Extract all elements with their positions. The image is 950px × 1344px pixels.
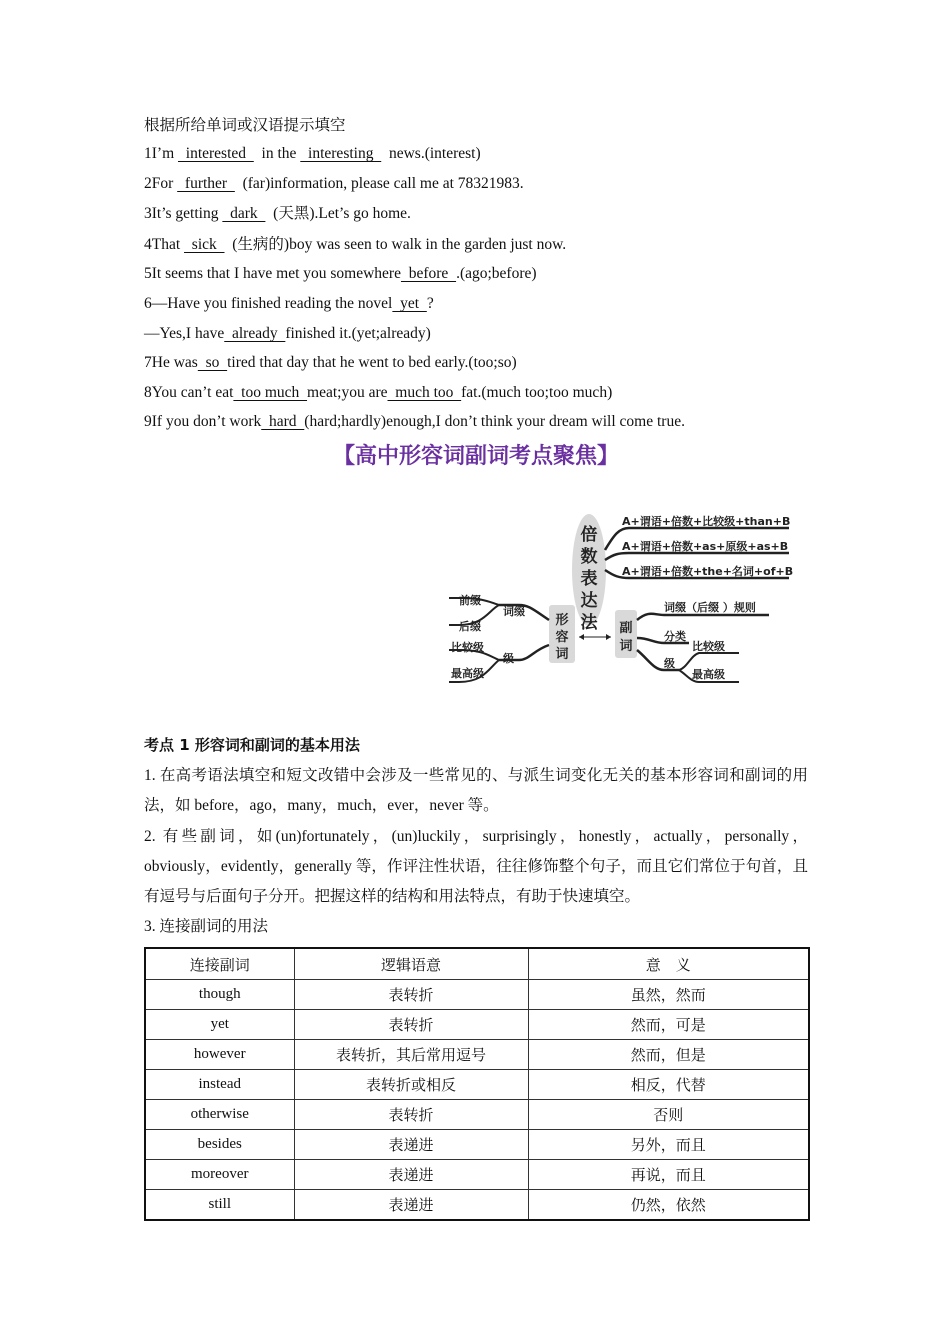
kaodian-paragraph: 1. 在高考语法填空和短文改错中会涉及一些常见的、与派生词变化无关的基本形容词和副词的用法，如 before，ago，many，much，ever，never 等。 (144, 767, 808, 814)
answer-blank: interested (178, 145, 254, 162)
answer-blank: dark (222, 205, 266, 222)
answer-blank: before (400, 265, 457, 282)
table-cell: 表递进 (294, 1130, 528, 1160)
mindmap-adj-char: 容 (555, 630, 569, 645)
table-cell: 相反，代替 (528, 1070, 809, 1100)
table-row (145, 1040, 809, 1070)
table-cell: 表转折 (294, 1010, 528, 1040)
mindmap-center-char: 法 (580, 613, 598, 633)
mindmap-label: 词缀 (503, 605, 525, 618)
mindmap-label: 级 (503, 652, 514, 665)
table-cell: 表转折 (294, 980, 528, 1010)
kaodian-title: 考点 1 形容词和副词的基本用法 (144, 736, 360, 754)
mindmap-center-char: 数 (580, 547, 598, 567)
table-cell: 表转折或相反 (294, 1070, 528, 1100)
mindmap-label: 比较级 (692, 640, 725, 653)
kaodian-paragraph: 3. 连接副词的用法 (144, 918, 269, 935)
exercise-instruction: 根据所给单词或汉语提示填空 (144, 117, 346, 134)
mindmap-label: 分类 (664, 630, 686, 643)
table-cell: 表递进 (294, 1160, 528, 1190)
table-cell: 另外，而且 (528, 1130, 809, 1160)
exercise-item: 3It’s getting dark (天黑).Let’s go home. (144, 205, 411, 222)
table-row (145, 1130, 809, 1160)
table-row (145, 1190, 809, 1221)
table-header-cell: 逻辑语意 (294, 948, 528, 980)
table-cell: moreover (145, 1160, 294, 1190)
answer-blank: so (197, 354, 228, 371)
mindmap-adv-char: 词 (619, 639, 633, 654)
mindmap-label: 词缀（后缀 ）规则 (664, 601, 756, 614)
table-row (145, 1160, 809, 1190)
mindmap-adv-char: 副 (619, 621, 633, 636)
table-cell: 否则 (528, 1100, 809, 1130)
mindmap-adj-char: 词 (555, 647, 569, 662)
table-row (145, 1070, 809, 1100)
mindmap-diagram (299, 510, 799, 695)
exercise-item: 7He was so tired that day that he went to bed early.(too;so) (144, 354, 517, 371)
table-cell: 虽然，然而 (528, 980, 809, 1010)
mindmap-label: 比较级 (451, 641, 484, 654)
table-row (145, 980, 809, 1010)
table-row (145, 1100, 809, 1130)
table-header-cell: 连接副词 (145, 948, 294, 980)
exercise-item: 4That sick (生病的)boy was seen to walk in the garden just now. (144, 236, 567, 253)
mindmap-label: 后缀 (459, 620, 481, 633)
mindmap-center-char: 达 (580, 591, 598, 611)
table-cell: besides (145, 1130, 294, 1160)
table-header-row (145, 948, 809, 980)
mindmap-center-char: 表 (580, 569, 598, 589)
table-cell: otherwise (145, 1100, 294, 1130)
mindmap-label: 最高级 (451, 667, 484, 680)
conjunctive-adverb-table (144, 947, 810, 1221)
exercise-item: 9If you don’t work hard (hard;hardly)enough,I don’t think your dream will come true. (144, 413, 685, 430)
mindmap-branch (605, 553, 789, 560)
answer-blank: hard (261, 413, 305, 430)
table-cell: still (145, 1190, 294, 1221)
table-cell: yet (145, 1010, 294, 1040)
answer-blank: interesting (300, 145, 382, 162)
table-cell: however (145, 1040, 294, 1070)
mindmap-label: A+谓语+倍数+the+名词+of+B (622, 565, 794, 578)
answer-blank: sick (184, 236, 225, 253)
mindmap-center-char: 倍 (580, 525, 598, 545)
answer-blank: much too (387, 384, 462, 401)
exercise-item: —Yes,I have already finished it.(yet;already) (144, 325, 431, 342)
mindmap-adj-char: 形 (555, 613, 569, 628)
table-cell: 然而，但是 (528, 1040, 809, 1070)
exercise-item: 5It seems that I have met you somewhere before .(ago;before) (144, 265, 537, 282)
mindmap-label: A+谓语+倍数+比较级+than+B (622, 515, 791, 528)
answer-blank: yet (392, 295, 427, 312)
table-header-cell: 意 义 (528, 948, 809, 980)
exercise-item: 2For further (far)information, please call me at 78321983. (144, 175, 524, 192)
table-cell: though (145, 980, 294, 1010)
kaodian-paragraph: 2. 有些副词，如(un)fortunately，(un)luckily，surprisingly，honestly，actually，personally，obviously，evidently，generally 等，作评注性状语，往往修饰整个句子，而且它们常位于句首，且有逗号与后面句子分开。把握这样的结构和用法特点，有助于快速填空。 (144, 828, 808, 905)
table-cell: 表转折 (294, 1100, 528, 1130)
mindmap-label: 前缀 (459, 594, 481, 607)
exercise-item: 8You can’t eat too much meat;you are much too fat.(much too;too much) (144, 384, 613, 401)
exercise-item: 1I’m interested in the interesting news.(interest) (144, 145, 481, 162)
table-cell: 表递进 (294, 1190, 528, 1221)
mindmap-label: 最高级 (692, 668, 725, 681)
table-cell: 再说，而且 (528, 1160, 809, 1190)
table-cell: instead (145, 1070, 294, 1100)
exercise-item: 6—Have you finished reading the novel yet ? (144, 295, 434, 312)
table-cell: 然而，可是 (528, 1010, 809, 1040)
table-cell: 仍然，依然 (528, 1190, 809, 1221)
table-row (145, 1010, 809, 1040)
answer-blank: too much (233, 384, 308, 401)
mindmap-label: A+谓语+倍数+as+原级+as+B (622, 540, 789, 553)
section-heading: 【高中形容词副词考点聚焦】 (332, 444, 619, 469)
table-cell: 表转折，其后常用逗号 (294, 1040, 528, 1070)
answer-blank: further (177, 175, 235, 192)
mindmap-label: 级 (664, 657, 675, 670)
mindmap-branch (637, 614, 769, 620)
answer-blank: already (224, 325, 286, 342)
